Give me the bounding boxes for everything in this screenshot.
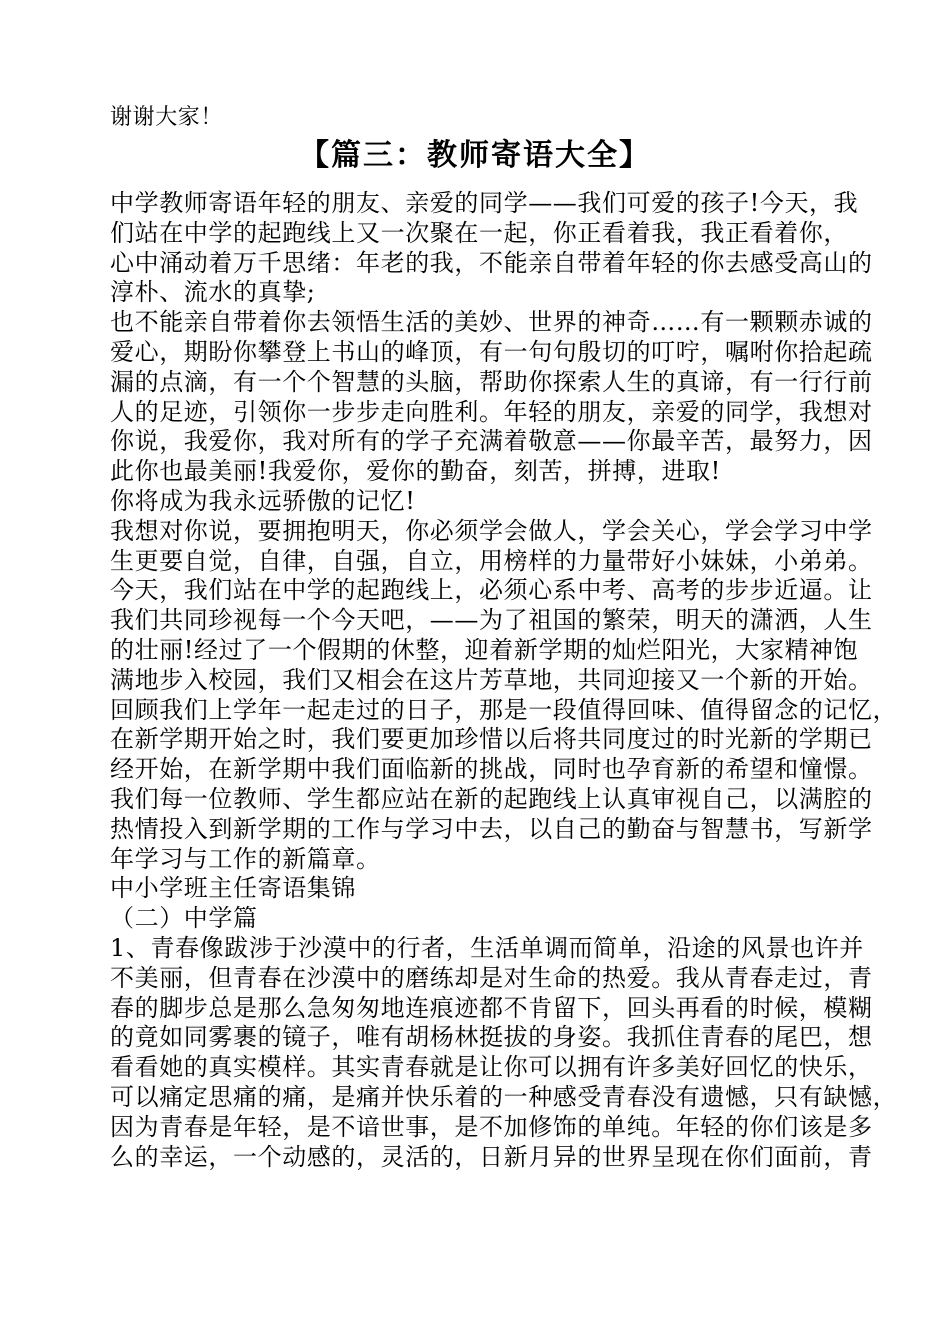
body-line: 也不能亲自带着你去领悟生活的美妙、世界的神奇……有一颗颗赤诚的 <box>110 308 873 337</box>
body-line: 回顾我们上学年一起走过的日子，那是一段值得回味、值得留念的记忆， <box>110 695 898 724</box>
body-line: 不美丽，但青春在沙漠中的磨练却是对生命的热爱。我从青春走过，青 <box>110 963 873 992</box>
body-line: 的竟如同雾裹的镜子，唯有胡杨林挺拔的身姿。我抓住青春的尾巴，想 <box>110 1023 873 1052</box>
body-line: 人的足迹，引领你一步步走向胜利。年轻的朋友，亲爱的同学，我想对 <box>110 397 873 426</box>
body-line: 们站在中学的起跑线上又一次聚在一起，你正看着我，我正看着你， <box>110 218 848 247</box>
body-line: 生更要自觉，自律，自强，自立，用榜样的力量带好小妹妹，小弟弟。 <box>110 546 873 575</box>
body-line: 今天，我们站在中学的起跑线上，必须心系中考、高考的步步近逼。让 <box>110 576 873 605</box>
body-line: 中学教师寄语年轻的朋友、亲爱的同学——我们可爱的孩子!今天，我 <box>110 189 859 217</box>
opening-line: 谢谢大家！ <box>110 105 224 130</box>
body-line: 你说，我爱你，我对所有的学子充满着敬意——你最辛苦，最努力，因 <box>110 427 873 456</box>
body-line: 在新学期开始之时，我们要更加珍惜以后将共同度过的时光新的学期已 <box>110 725 873 754</box>
body-line: 爱心，期盼你攀登上书山的峰顶，有一句句殷切的叮咛，嘱咐你拾起疏 <box>110 338 873 366</box>
body-line: 经开始，在新学期中我们面临新的挑战，同时也孕育新的希望和憧憬。 <box>110 755 873 784</box>
body-line: 中小学班主任寄语集锦 <box>110 874 356 903</box>
body-line: 可以痛定思痛的痛，是痛并快乐着的一种感受青春没有遗憾，只有缺憾， <box>110 1083 898 1111</box>
body-line: 看看她的真实模样。其实青春就是让你可以拥有许多美好回忆的快乐， <box>110 1053 873 1082</box>
body-line: 春的脚步总是那么急匆匆地连痕迹都不肯留下，回头再看的时候，模糊 <box>110 993 873 1022</box>
body-line: 你将成为我永远骄傲的记忆! <box>110 487 416 515</box>
body-line: （二）中学篇 <box>110 904 258 933</box>
body-line: 年学习与工作的新篇章。 <box>110 844 381 873</box>
section-title: 【篇三：教师寄语大全】 <box>299 138 651 173</box>
body-line: 我们共同珍视每一个今天吧，——为了祖国的繁荣，明天的潇洒，人生 <box>110 606 873 635</box>
body-line: 漏的点滴，有一个个智慧的头脑，帮助你探索人生的真谛，有一行行前 <box>110 367 873 396</box>
body-line: 么的幸运，一个动感的，灵活的，日新月异的世界呈现在你们面前，青 <box>110 1142 873 1171</box>
body-line: 1、青春像跋涉于沙漠中的行者，生活单调而简单，沿途的风景也许并 <box>110 934 864 962</box>
body-line: 的壮丽!经过了一个假期的休整，迎着新学期的灿烂阳光，大家精神饱 <box>110 636 859 664</box>
body-line: 我想对你说，要拥抱明天，你必须学会做人，学会关心，学会学习中学 <box>110 516 873 545</box>
body-line: 热情投入到新学期的工作与学习中去，以自己的勤奋与智慧书，写新学 <box>110 814 873 843</box>
body-line: 此你也最美丽!我爱你，爱你的勤奋，刻苦，拼搏，进取! <box>110 457 721 486</box>
body-line: 满地步入校园，我们又相会在这片芳草地，共同迎接又一个新的开始。 <box>110 665 873 694</box>
body-line: 我们每一位教师、学生都应站在新的起跑线上认真审视自己，以满腔的 <box>110 785 873 813</box>
body-line: 因为青春是年轻，是不谙世事，是不加修饰的单纯。年轻的你们该是多 <box>110 1112 873 1141</box>
body-line: 心中涌动着万千思绪：年老的我，不能亲自带着年轻的你去感受高山的 <box>110 248 873 277</box>
body-line: 淳朴、流水的真挚; <box>110 278 316 307</box>
